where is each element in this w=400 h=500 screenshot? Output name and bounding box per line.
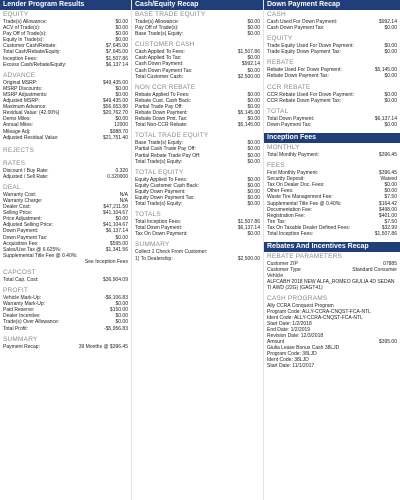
row-value: 0.320 <box>115 167 128 174</box>
row-value: $1,507.86 <box>105 55 128 62</box>
row-label: Total Inception Fees: <box>267 230 314 237</box>
row-label: Dealer Incentive: <box>3 313 41 320</box>
row-value: $2,500.00 <box>237 255 260 262</box>
row-value: $0.00 <box>247 67 260 74</box>
recap-row <box>135 201 260 207</box>
recap-row <box>135 31 260 37</box>
row-value: $0.00 <box>384 188 397 195</box>
row-value: $0.00 <box>115 31 128 38</box>
row-value: $41,104.67 <box>102 222 128 229</box>
row-label: Cash Used For Down Payment: <box>267 19 338 25</box>
recap-row <box>135 122 260 128</box>
equity-rows <box>3 19 128 68</box>
row-value: $36,904.09 <box>102 277 128 283</box>
recap-row <box>135 159 260 165</box>
row-value: $7,645.00 <box>105 49 128 56</box>
row-value: $0.00 <box>247 201 260 208</box>
row-value: $1,341.56 <box>105 246 128 253</box>
customer-cash-title: CUSTOMER CASH <box>135 41 195 49</box>
row-label: Total Trade(s) Equity: <box>135 158 183 165</box>
row-label: Price Adjustment: <box>3 216 42 223</box>
row-value: $401.00 <box>378 212 397 219</box>
row-value: N/A <box>119 197 128 204</box>
row-label: Excess Cash/Rebate/Equity: <box>3 61 67 68</box>
row-label: Trade Equity Used For Down Payment: <box>267 43 354 50</box>
row-label: Adjusted Selling Price: <box>3 222 54 229</box>
down-payment-header: Down Payment Recap <box>264 0 400 10</box>
row-label: Customer Cash/Rebate: <box>3 43 57 50</box>
row-value: $0.00 <box>384 182 397 189</box>
row-label: Rebate Used For Down Payment: <box>267 67 342 74</box>
row-label: Total Cash/Rebate/Equity: <box>3 49 61 56</box>
row-label: Adjusted Residual Value: <box>3 134 59 141</box>
dp-rebate-title: REBATE <box>267 59 294 67</box>
program-line: Ident Code: ALLY-CCRA-CNQST-FCA-NTL <box>267 315 363 322</box>
rebate-parameters-title: REBATE PARAMETERS <box>267 253 343 261</box>
program-line: Start Date: 11/1/2017 <box>267 363 315 370</box>
row-label: Down Payment Tax: <box>3 234 48 241</box>
row-label: Cash Down Payment Tax: <box>135 67 193 74</box>
row-label: Base Trade(s) Equity: <box>135 31 184 38</box>
rejects-section-title: REJECTS <box>3 146 35 154</box>
row-value: $992.14 <box>378 19 397 25</box>
deal-rows <box>3 192 128 265</box>
cash-equity-column <box>131 0 263 500</box>
row-value: $1,507.86 <box>374 230 397 237</box>
row-value: $0.00 <box>115 19 128 25</box>
row-label: Warranty Cost: <box>3 191 37 198</box>
row-label: Documentation Fee: <box>267 206 313 213</box>
row-value: $0.00 <box>247 182 260 189</box>
recap-row <box>135 256 260 262</box>
row-label: Maximum Advance: <box>3 104 47 111</box>
row-value: $47,211.50 <box>103 204 128 211</box>
row-label: Dealer Cost: <box>3 204 31 211</box>
row-label: Sales/Use Tax @ 6.625%: <box>3 246 62 253</box>
row-value: $21,751.40 <box>102 134 128 141</box>
row-value: $0.00 <box>384 25 397 32</box>
row-label: Trade(s) Allowance: <box>3 19 47 25</box>
row-value: $5,145.00 <box>374 67 397 74</box>
recap-row <box>267 122 397 128</box>
row-value: $988.70 <box>109 128 128 135</box>
row-label: Rebate Down Payment: <box>135 110 188 117</box>
row-value: $49,435.00 <box>102 79 128 86</box>
row-label: Tax On Dealer Doc. Fees: <box>267 182 325 189</box>
row-label: Annual Miles: <box>3 122 34 129</box>
row-label: Pay Off of Trade(s): <box>3 31 47 38</box>
dp-ccr-rebate-rows <box>267 92 397 104</box>
row-label: Equity Down Payment Tax: <box>135 194 195 201</box>
recap-row <box>3 344 128 350</box>
row-label: Total Profit: <box>3 325 29 332</box>
row-label: Security Deposit: <box>267 176 305 183</box>
row-label: Trade Equity Down Payment Tax: <box>267 49 341 56</box>
row-label: Equity In Trade(s): <box>3 37 44 44</box>
program-line: Ident Code: 38LJD <box>267 357 309 364</box>
row-value: $0.00 <box>247 25 260 32</box>
row-value: -$5,956.83 <box>104 325 128 332</box>
row-value: $0.00 <box>247 55 260 62</box>
advance-rows <box>3 80 128 141</box>
total-equity-title: TOTAL EQUITY <box>135 168 184 176</box>
non-ccr-rebate-rows <box>135 92 260 129</box>
profit-rows <box>3 295 128 332</box>
deal-section-title: DEAL <box>3 183 21 191</box>
dp-equity-rows <box>267 43 397 55</box>
dp-ccr-rebate-title: CCR REBATE <box>267 83 311 91</box>
row-label: Vehicle Mark-Up: <box>3 295 42 302</box>
row-value: $1,507.86 <box>237 219 260 226</box>
summary-section-title: SUMMARY <box>3 335 38 343</box>
rates-rows <box>3 168 128 180</box>
row-value: $0.00 <box>384 121 397 128</box>
program-line: Revision Date: 12/3/2018 <box>267 333 324 340</box>
row-label: Trade(s) Over Allowance: <box>3 319 60 326</box>
recap-row <box>135 231 260 237</box>
recap-row <box>3 259 128 265</box>
row-label: Other Fees: <box>267 188 294 195</box>
row-value: $32.99 <box>381 224 397 231</box>
row-value: $0.00 <box>384 73 397 80</box>
row-value: $0.00 <box>384 43 397 50</box>
cash-programs-title: CASH PROGRAMS <box>267 295 328 303</box>
recap-row <box>3 326 128 332</box>
row-value: 0.320000 <box>107 173 128 180</box>
row-label: Mileage Adj: <box>3 128 31 135</box>
recap-row <box>3 62 128 68</box>
row-label: Payment Recap: <box>3 343 40 350</box>
row-value: $0.00 <box>247 116 260 123</box>
row-value: $0.00 <box>115 234 128 241</box>
row-label: Equity Down Payment: <box>135 188 186 195</box>
row-value: N/A <box>119 191 128 198</box>
capcost-section-title: CAPCOST <box>3 269 36 276</box>
recap-row <box>267 49 397 55</box>
row-value: $49,435.00 <box>102 98 128 105</box>
recap-row <box>267 25 397 31</box>
row-label: Cash Down Payment: <box>135 61 184 68</box>
row-value: $595.00 <box>109 240 128 247</box>
dp-equity-title: EQUITY <box>267 35 293 43</box>
profit-section-title: PROFIT <box>3 287 29 295</box>
row-value: $498.00 <box>378 206 397 213</box>
row-value: $0.00 <box>115 216 128 223</box>
row-value: $150.00 <box>109 307 128 314</box>
row-label: Tax On Taxable Dealer Defined Fees: <box>267 224 351 231</box>
row-label: Equity Customer Cash Back: <box>135 182 199 189</box>
row-label: Collect 1 Check From Customer: <box>135 249 208 256</box>
recap-row <box>267 152 397 158</box>
recap-row <box>3 135 128 141</box>
program-line: Program Code: 38LJD <box>267 351 317 358</box>
row-value: $1,507.86 <box>237 49 260 56</box>
recap-row <box>267 98 397 104</box>
monthly-rows <box>267 152 397 158</box>
row-label: Inception Fees: <box>3 55 38 62</box>
row-value: Waived <box>380 176 397 183</box>
row-value: $20,762.70 <box>102 110 128 117</box>
recap-row <box>135 74 260 80</box>
row-value: $0.00 <box>247 176 260 183</box>
program-line: Start Date: 1/2/2018 <box>267 321 312 328</box>
dp-total-rows <box>267 116 397 128</box>
row-value: 07885 <box>383 261 397 268</box>
row-value: $0.00 <box>247 188 260 195</box>
row-value: $0.00 <box>247 231 260 238</box>
row-label: MSRP Discounts: <box>3 85 43 92</box>
row-label: Total Monthly Payment: <box>267 151 319 158</box>
row-value: $0.00 <box>247 158 260 165</box>
dp-rebate-rows <box>267 67 397 79</box>
row-label: Base Trade(s) Equity: <box>135 140 184 147</box>
row-value: $0.00 <box>115 37 128 44</box>
row-value: $0.00 <box>247 31 260 38</box>
row-label: Rebate Down Payment Tax: <box>267 73 329 80</box>
recap-row <box>3 174 128 180</box>
cash-programs-lines <box>267 303 397 339</box>
row-label: CCR Rebate Used For Down Payment: <box>267 91 354 98</box>
row-label: Registration Fee: <box>267 212 306 219</box>
row-value: $396.45 <box>378 170 397 177</box>
rebate-parameters-rows <box>267 261 397 273</box>
row-label: Total Cap. Cost: <box>3 277 39 283</box>
row-value: 39 Months @ $396.45 <box>78 343 128 350</box>
cash-equity-header: Cash/Equity Recap <box>132 0 263 10</box>
monthly-title: MONTHLY <box>267 143 300 151</box>
recap-row <box>267 73 397 79</box>
row-label: Down Payment Tax: <box>267 121 312 128</box>
row-value: $0.00 <box>115 301 128 308</box>
row-value: $56,653.80 <box>102 104 128 111</box>
row-value: $0.00 <box>115 85 128 92</box>
totals-rows <box>135 219 260 237</box>
row-value: $0.00 <box>247 91 260 98</box>
row-value: $2,500.00 <box>237 73 260 80</box>
row-label: Cash Applied To Fees: <box>135 49 185 56</box>
totals-title: TOTALS <box>135 211 161 219</box>
row-label: MSRP Adjustments: <box>3 91 48 98</box>
recap-row <box>267 231 397 237</box>
row-value: $6,137.14 <box>374 115 397 122</box>
row-value: $0.00 <box>247 103 260 110</box>
row-value: $6,137.14 <box>105 61 128 68</box>
row-label: CCR Rebate Down Payment Tax: <box>267 97 342 104</box>
row-value: $0.00 <box>115 91 128 98</box>
row-value: $5,145.00 <box>237 122 260 129</box>
summary-rows <box>3 344 128 350</box>
row-value: $6,137.14 <box>237 225 260 232</box>
program-line: End Date: 1/2/2019 <box>267 327 311 334</box>
fees-title: FEES <box>267 162 285 170</box>
rebates-incentives-header: Rebates And Incentives Recap <box>264 242 400 252</box>
row-value: -$6,106.83 <box>104 295 128 302</box>
fees-rows <box>267 170 397 237</box>
row-label: Warranty Mark-Up: <box>3 301 46 308</box>
row-label: Down Payment: <box>3 228 39 235</box>
rates-section-title: RATES <box>3 159 26 167</box>
row-label: Pay Off of Trade(s): <box>135 25 179 32</box>
row-label: Cash Down Payment Tax: <box>267 25 325 32</box>
row-value: $0.00 <box>115 319 128 326</box>
row-label: Adjusted / Sell Rate: <box>3 173 49 180</box>
row-label: Partial Cash Trade Pay Off: <box>135 146 196 153</box>
row-value: $7,645.00 <box>105 43 128 50</box>
row-label: Total Down Payment: <box>267 115 315 122</box>
cash-summary-rows <box>135 249 260 261</box>
row-value: $5,145.00 <box>237 110 260 117</box>
non-ccr-rebate-title: NON CCR REBATE <box>135 83 196 91</box>
dp-total-title: TOTAL <box>267 107 289 115</box>
row-label: Total Trade(s) Equity: <box>135 201 183 208</box>
row-label: Supplemental Title Fee @ 0.40%: <box>3 252 78 259</box>
total-trade-equity-title: TOTAL TRADE EQUITY <box>135 132 209 140</box>
total-equity-rows <box>135 177 260 207</box>
row-value: $0.00 <box>247 97 260 104</box>
total-trade-equity-rows <box>135 140 260 164</box>
row-label: Demo Miles: <box>3 116 31 123</box>
row-value: See Inception Fees <box>84 258 128 265</box>
row-label: Selling Price: <box>3 210 33 217</box>
vehicle-label: Vehicle <box>267 273 284 280</box>
row-label: Customer Type <box>267 267 301 274</box>
program-amount-value: $395.00 <box>378 339 397 346</box>
customer-cash-rows <box>135 49 260 79</box>
row-label: Tire Tax: <box>267 218 286 225</box>
row-label: Residual Value: (42.00%) <box>3 110 60 117</box>
row-label: Total Customer Cash: <box>135 73 184 80</box>
lender-program-column <box>0 0 131 500</box>
row-label: 1) To Dealership: <box>135 255 173 262</box>
row-value: Standard Consumer <box>352 267 397 274</box>
program-line: Program Code: ALLY-CCRA-CNQST-FCA-NTL <box>267 309 371 316</box>
row-value: $164.42 <box>378 200 397 207</box>
row-value: 12000 <box>114 122 128 129</box>
row-value: $0.00 <box>115 116 128 123</box>
row-label: ACV of Trade(s): <box>3 25 41 32</box>
row-label: Cash Applied To Tax: <box>135 55 182 62</box>
down-payment-column <box>263 0 400 500</box>
row-label: Equity Applied To Fees: <box>135 176 188 183</box>
row-value: $0.00 <box>115 313 128 320</box>
capcost-rows <box>3 277 128 283</box>
inception-fees-header: Inception Fees <box>264 133 400 143</box>
row-value: $0.00 <box>247 19 260 25</box>
row-label: Rebate Down Pmt. Tax: <box>135 116 188 123</box>
advance-section-title: ADVANCE <box>3 71 36 79</box>
row-label: Original MSRP: <box>3 79 38 86</box>
program-line: Giulia Lease Bonus Cash 38LJD <box>267 345 340 352</box>
cash-programs-lines-2 <box>267 345 397 369</box>
row-value: $992.14 <box>241 61 260 68</box>
row-value: $6,137.14 <box>105 228 128 235</box>
row-value: $0.00 <box>115 25 128 32</box>
row-value: $0.00 <box>384 91 397 98</box>
row-value: $396.45 <box>378 151 397 158</box>
row-value: $0.00 <box>247 140 260 147</box>
row-label: Paid Reserve: <box>3 307 35 314</box>
lender-program-header: Lender Program Results <box>0 0 131 10</box>
row-value: $7.50 <box>384 194 397 201</box>
row-label: Waste Tire Management Fee: <box>267 194 333 201</box>
row-value: $0.00 <box>247 152 260 159</box>
row-label: Total Down Payment: <box>135 225 183 232</box>
program-amount-label: Amount <box>267 339 285 346</box>
row-value: $0.00 <box>247 146 260 153</box>
row-label: Acquisition Fee: <box>3 240 39 247</box>
row-label: Customer ZIP <box>267 261 298 268</box>
row-label: Rebate Cust. Cash Back: <box>135 97 192 104</box>
row-label: First Monthly Payment: <box>267 170 319 177</box>
row-label: Total Inception Fees: <box>135 219 182 226</box>
row-label: Partial Rebate Trade Pay Off: <box>135 152 201 159</box>
dp-cash-title: CASH <box>267 11 286 18</box>
row-label: Warranty Charge: <box>3 197 43 204</box>
vehicle-description: ALFCABH 2018 NEW ALFA_ROMEO GIULIA 4D SEDAN TI AWD (22G) (GAGT41) <box>267 279 395 292</box>
row-label: Partial Trade Pay Off: <box>135 103 183 110</box>
base-trade-equity-title: BASE TRADE EQUITY <box>135 11 206 18</box>
row-label: Rebate Applied To Fees: <box>135 91 190 98</box>
row-value: $41,104.67 <box>102 210 128 217</box>
recap-row <box>3 277 128 283</box>
row-label: Adjusted MSRP: <box>3 98 40 105</box>
base-trade-equity-rows <box>135 19 260 37</box>
row-value: $7.50 <box>384 218 397 225</box>
row-label: Tax On Down Payment: <box>135 231 188 238</box>
row-value: $0.00 <box>384 97 397 104</box>
cash-summary-title: SUMMARY <box>135 241 170 249</box>
dp-cash-rows <box>267 19 397 31</box>
row-value: $0.00 <box>384 49 397 56</box>
row-label: Total Non-CCR Rebate: <box>135 122 188 129</box>
row-label: Discount / Buy Rate: <box>3 167 49 174</box>
row-label: Supplemental Title Fee @ 0.40%: <box>267 200 342 207</box>
row-value: $0.00 <box>247 194 260 201</box>
equity-section-title: EQUITY <box>3 11 29 18</box>
row-label: Trade(s) Allowance: <box>135 19 179 25</box>
program-line: Ally CCRA Conquest Program <box>267 303 334 310</box>
